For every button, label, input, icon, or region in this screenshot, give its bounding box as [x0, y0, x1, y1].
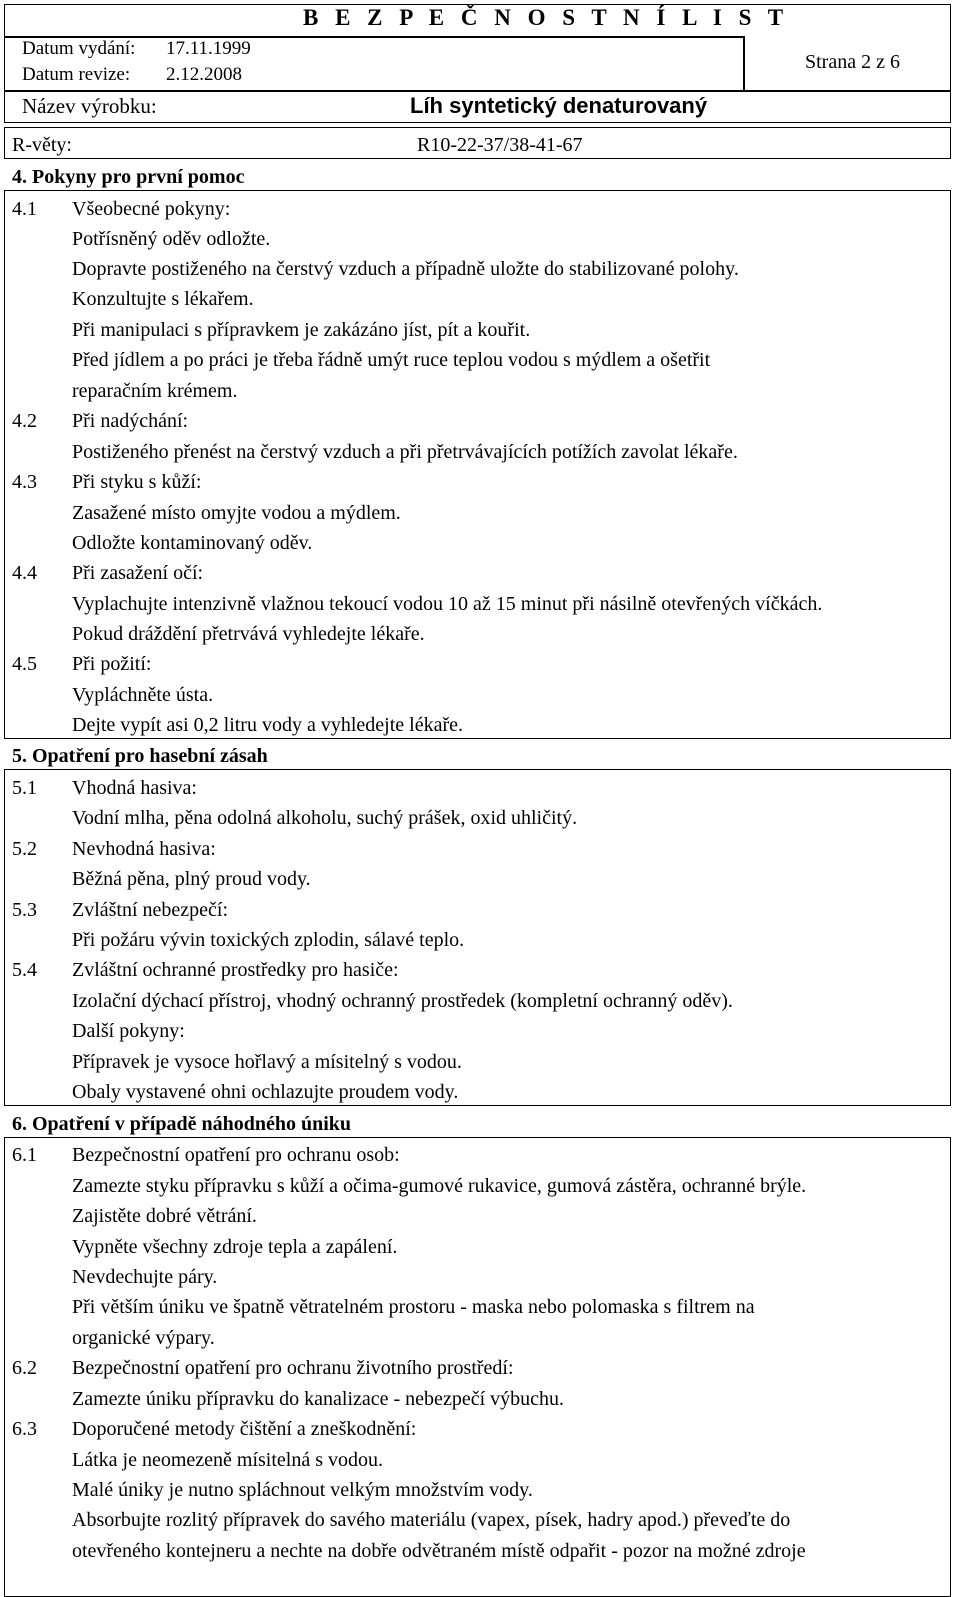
subsection-title: Zvláštní nebezpečí: — [72, 899, 229, 921]
subsection-title: Všeobecné pokyny: — [72, 198, 231, 220]
text-line: Absorbujte rozlitý přípravek do savého materiálu (vapex, písek, hadry apod.) převeďte do — [72, 1509, 791, 1531]
subsection-title: Při nadýchání: — [72, 410, 189, 432]
text-line: Konzultujte s lékařem. — [72, 288, 254, 310]
subsection-title: Bezpečnostní opatření pro ochranu osob: — [72, 1144, 400, 1166]
subsection-title: Vhodná hasiva: — [72, 777, 197, 799]
subsection-number: 4.5 — [12, 653, 37, 675]
subsection-title: Nevhodná hasiva: — [72, 838, 216, 860]
text-line: Přípravek je vysoce hořlavý a mísitelný s vodou. — [72, 1051, 462, 1073]
subsection-title: Zvláštní ochranné prostředky pro hasiče: — [72, 959, 399, 981]
subsection-title: Při styku s kůží: — [72, 471, 202, 493]
revision-date-label: Datum revize: — [22, 64, 131, 85]
text-line: Malé úniky je nutno spláchnout velkým množstvím vody. — [72, 1479, 533, 1501]
subsection-number: 5.2 — [12, 838, 37, 860]
subsection-number: 5.3 — [12, 899, 37, 921]
subsection-number: 6.2 — [12, 1357, 37, 1379]
product-label: Název výrobku: — [22, 94, 157, 118]
section-4-heading: 4. Pokyny pro první pomoc — [12, 166, 245, 188]
subsection-number: 6.3 — [12, 1418, 37, 1440]
text-line: Látka je neomezeně mísitelná s vodou. — [72, 1449, 384, 1471]
text-line: Obaly vystavené ohni ochlazujte proudem vody. — [72, 1081, 459, 1103]
section-6-heading: 6. Opatření v případě náhodného úniku — [12, 1113, 351, 1135]
text-line: Izolační dýchací přístroj, vhodný ochranný prostředek (kompletní ochranný oděv). — [72, 990, 733, 1012]
text-line: reparačním krémem. — [72, 380, 238, 402]
text-line: otevřeného kontejneru a nechte na dobře odvětraném místě odpařit - pozor na možné zdroje — [72, 1540, 806, 1562]
header-divider-product — [4, 90, 951, 92]
text-line: Postiženého přenést na čerstvý vzduch a při přetrvávajících potížích zavolat lékaře. — [72, 441, 738, 463]
subsection-number: 5.1 — [12, 777, 37, 799]
product-name: Líh syntetický denaturovaný — [410, 93, 708, 118]
text-line: Zajistěte dobré větrání. — [72, 1205, 257, 1227]
subsection-number: 4.2 — [12, 410, 37, 432]
subsection-title: Bezpečnostní opatření pro ochranu životního prostředí: — [72, 1357, 514, 1379]
subsection-number: 4.1 — [12, 198, 37, 220]
text-line: Při manipulaci s přípravkem je zakázáno jíst, pít a kouřit. — [72, 319, 531, 341]
text-line: Vodní mlha, pěna odolná alkoholu, suchý prášek, oxid uhličitý. — [72, 807, 578, 829]
subsection-number: 4.3 — [12, 471, 37, 493]
text-line: organické výpary. — [72, 1327, 215, 1349]
text-line: Zamezte úniku přípravku do kanalizace - nebezpečí výbuchu. — [72, 1388, 565, 1410]
issue-date-label: Datum vydání: — [22, 38, 136, 59]
header-divider-vertical — [743, 36, 745, 90]
text-line: Vypláchněte ústa. — [72, 684, 214, 706]
text-line: Zasažené místo omyjte vodou a mýdlem. — [72, 502, 401, 524]
r-phrases-label: R-věty: — [12, 134, 72, 156]
issue-date-value: 17.11.1999 — [166, 38, 251, 59]
text-line: Při požáru vývin toxických zplodin, sálavé teplo. — [72, 929, 465, 951]
text-line: Běžná pěna, plný proud vody. — [72, 868, 311, 890]
subsection-title: Při zasažení očí: — [72, 562, 204, 584]
subsection-number: 4.4 — [12, 562, 37, 584]
text-line: Při větším úniku ve špatně větratelném prostoru - maska nebo polomaska s filtrem na — [72, 1296, 755, 1318]
subsection-title: Doporučené metody čištění a zneškodnění: — [72, 1418, 417, 1440]
text-line: Dejte vypít asi 0,2 litru vody a vyhledejte lékaře. — [72, 714, 463, 736]
page-number: Strana 2 z 6 — [805, 51, 900, 73]
text-line: Další pokyny: — [72, 1020, 185, 1042]
subsection-number: 6.1 — [12, 1144, 37, 1166]
r-phrases-value: R10-22-37/38-41-67 — [417, 134, 583, 156]
doc-title: B E Z P E Č N O S T N Í L I S T — [303, 5, 789, 30]
subsection-title: Při požití: — [72, 653, 152, 675]
text-line: Zamezte styku přípravku s kůží a očima-gumové rukavice, gumová zástěra, ochranné brýle. — [72, 1175, 807, 1197]
text-line: Odložte kontaminovaný oděv. — [72, 532, 313, 554]
text-line: Vypněte všechny zdroje tepla a zapálení. — [72, 1236, 398, 1258]
text-line: Potřísněný oděv odložte. — [72, 228, 271, 250]
text-line: Před jídlem a po práci je třeba řádně umýt ruce teplou vodou s mýdlem a ošetřit — [72, 349, 711, 371]
text-line: Vyplachujte intenzivně vlažnou tekoucí vodou 10 až 15 minut při násilně otevřených víčkách. — [72, 593, 823, 615]
text-line: Nevdechujte páry. — [72, 1266, 218, 1288]
text-line: Pokud dráždění přetrvává vyhledejte lékaře. — [72, 623, 425, 645]
subsection-number: 5.4 — [12, 959, 37, 981]
section-5-heading: 5. Opatření pro hasební zásah — [12, 745, 268, 767]
text-line: Dopravte postiženého na čerstvý vzduch a případně uložte do stabilizované polohy. — [72, 258, 739, 280]
revision-date-value: 2.12.2008 — [166, 64, 242, 85]
